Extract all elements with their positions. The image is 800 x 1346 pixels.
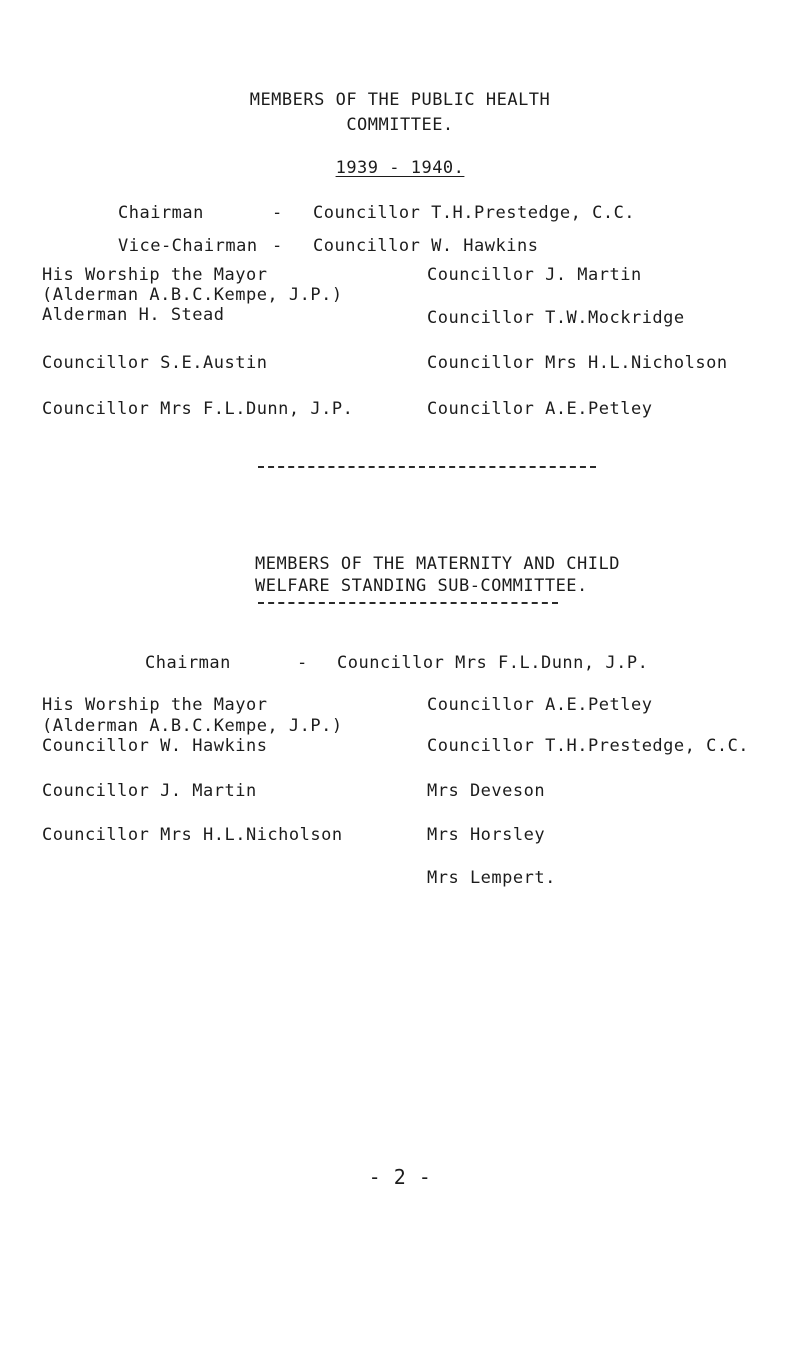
member-left-3: Alderman H. Stead (42, 305, 225, 325)
chairman-dash: - (272, 203, 283, 223)
chairman-label: Chairman (118, 203, 204, 223)
sub-member-left-4: Councillor J. Martin (42, 781, 257, 801)
subcommittee-chairman-label: Chairman (145, 653, 231, 673)
section-divider (258, 466, 596, 468)
sub-member-right-1: Councillor A.E.Petley (427, 695, 653, 715)
subcommittee-chairman-dash: - (297, 653, 308, 673)
member-left-1: His Worship the Mayor (42, 265, 268, 285)
member-right-1: Councillor J. Martin (427, 265, 642, 285)
sub-member-right-2: Councillor T.H.Prestedge, C.C. (427, 736, 750, 756)
public-health-heading-line2: COMMITTEE. (346, 115, 454, 135)
sub-member-right-3: Mrs Deveson (427, 781, 546, 801)
vice-chairman-name: Councillor W. Hawkins (313, 236, 539, 256)
member-left-5: Councillor Mrs F.L.Dunn, J.P. (42, 399, 354, 419)
vice-chairman-dash: - (272, 236, 283, 256)
sub-member-left-2: (Alderman A.B.C.Kempe, J.P.) (42, 716, 343, 736)
member-left-4: Councillor S.E.Austin (42, 353, 268, 373)
maternity-heading-line2: WELFARE STANDING SUB-COMMITTEE. (255, 576, 588, 596)
vice-chairman-label: Vice-Chairman (118, 236, 258, 256)
sub-member-right-4: Mrs Horsley (427, 825, 546, 845)
page-number: - 2 - (368, 1165, 432, 1189)
sub-member-left-1: His Worship the Mayor (42, 695, 268, 715)
subcommittee-chairman-name: Councillor Mrs F.L.Dunn, J.P. (337, 653, 649, 673)
member-right-2: Councillor T.W.Mockridge (427, 308, 685, 328)
public-health-heading-line1: MEMBERS OF THE PUBLIC HEALTH (249, 90, 551, 110)
member-right-3: Councillor Mrs H.L.Nicholson (427, 353, 728, 373)
sub-member-left-5: Councillor Mrs H.L.Nicholson (42, 825, 343, 845)
sub-member-right-5: Mrs Lempert. (427, 868, 556, 888)
heading-underline (258, 602, 558, 604)
member-left-2: (Alderman A.B.C.Kempe, J.P.) (42, 285, 343, 305)
chairman-name: Councillor T.H.Prestedge, C.C. (313, 203, 636, 223)
member-right-4: Councillor A.E.Petley (427, 399, 653, 419)
sub-member-left-3: Councillor W. Hawkins (42, 736, 268, 756)
committee-years: 1939 - 1940. (335, 158, 465, 178)
maternity-heading-line1: MEMBERS OF THE MATERNITY AND CHILD (255, 554, 620, 574)
